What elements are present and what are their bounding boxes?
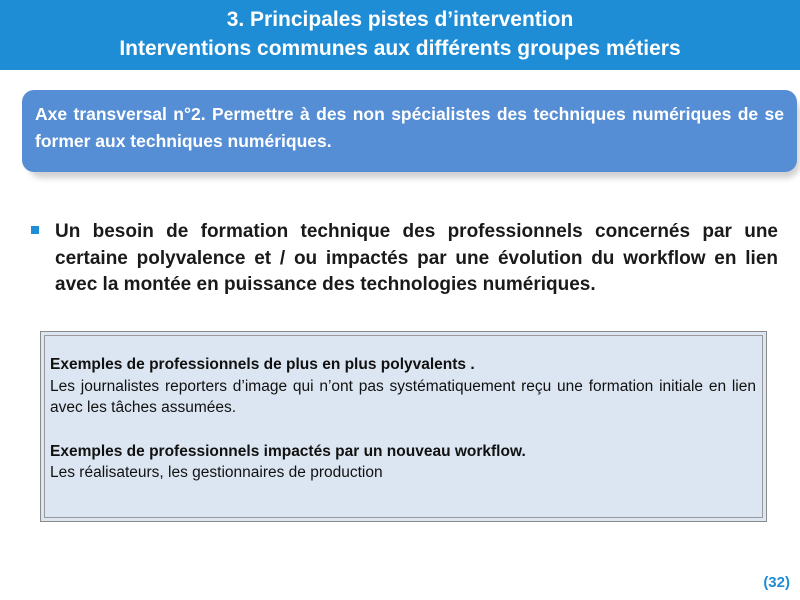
example-title: Exemples de professionnels de plus en plus polyvalents . <box>50 356 475 373</box>
slide-title: 3. Principales pistes d’intervention <box>226 8 574 31</box>
examples-box <box>40 331 767 522</box>
bullet-paragraph: Un besoin de formation technique des professionnels concernés par une certaine polyvalence et / ou impactés par une évolution du workflow en lien avec la montée en puissance des technologies numériques. <box>55 221 778 295</box>
example-text: Les journalistes reporters d’image qui n’ont pas systématiquement reçu une formation initiale en lien avec les tâches assumées. <box>50 377 756 416</box>
slide-header <box>0 0 800 70</box>
axis-text: Axe transversal n°2. Permettre à des non spécialistes des techniques numériques de se former aux techniques numériques. <box>35 104 784 151</box>
example-title: Exemples de professionnels impactés par un nouveau workflow. <box>50 442 526 460</box>
page-number: (32) <box>763 574 790 591</box>
square-bullet-icon <box>31 226 39 234</box>
examples-content <box>50 354 756 484</box>
example-text: Les réalisateurs, les gestionnaires de production <box>50 464 383 481</box>
axis-callout <box>22 90 797 172</box>
examples-spacer <box>50 419 756 441</box>
slide-subtitle: Interventions communes aux différents groupes métiers <box>119 37 681 60</box>
